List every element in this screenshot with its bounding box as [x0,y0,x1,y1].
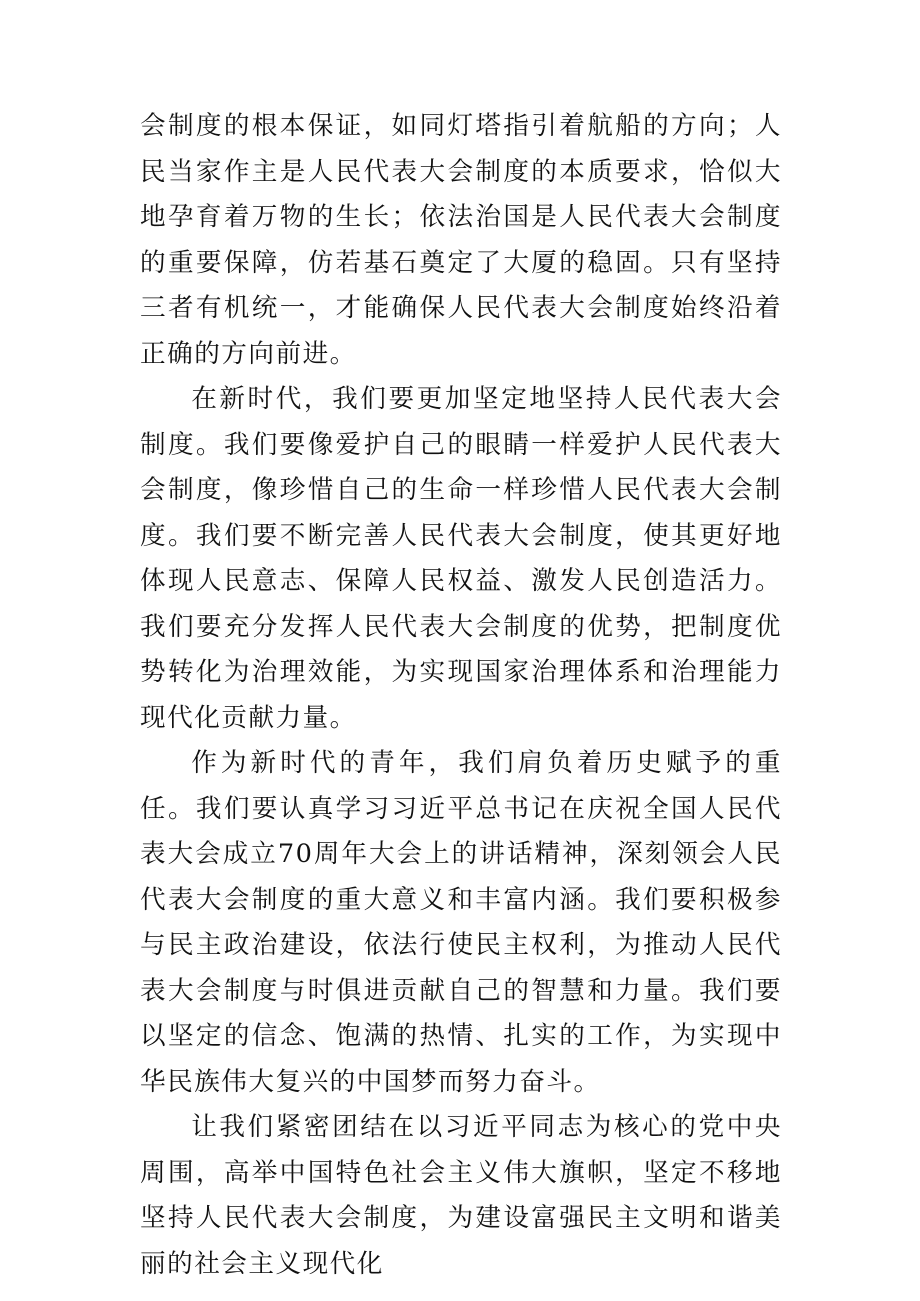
paragraph-4: 让我们紧密团结在以习近平同志为核心的党中央周围，高举中国特色社会主义伟大旗帜，坚定不移地坚持人民代表大会制度，为建设富强民主文明和谐美丽的社会主义现代化 [140,1112,782,1279]
paragraph-2: 在新时代，我们要更加坚定地坚持人民代表大会制度。我们要像爱护自己的眼睛一样爱护人民代表大会制度，像珍惜自己的生命一样珍惜人民代表大会制度。我们要不断完善人民代表大会制度，使其更好地体现人民意志、保障人民权益、激发人民创造活力。我们要充分发挥人民代表大会制度的优势，把制度优势转化为治理效能，为实现国家治理体系和治理能力现代化贡献力量。 [140,384,782,733]
paragraph-1: 会制度的根本保证，如同灯塔指引着航船的方向；人民当家作主是人民代表大会制度的本质要求，恰似大地孕育着万物的生长；依法治国是人民代表大会制度的重要保障，仿若基石奠定了大厦的稳固。只有坚持三者有机统一，才能确保人民代表大会制度始终沿着正确的方向前进。 [140,111,782,369]
paragraph-3: 作为新时代的青年，我们肩负着历史赋予的重任。我们要认真学习习近平总书记在庆祝全国人民代表大会成立70周年大会上的讲话精神，深刻领会人民代表大会制度的重大意义和丰富内涵。我们要积极参与民主政治建设，依法行使民主权利，为推动人民代表大会制度与时俱进贡献自己的智慧和力量。我们要以坚定的信念、饱满的热情、扎实的工作，为实现中华民族伟大复兴的中国梦而努力奋斗。 [140,748,782,1097]
document-body [140,104,782,1287]
